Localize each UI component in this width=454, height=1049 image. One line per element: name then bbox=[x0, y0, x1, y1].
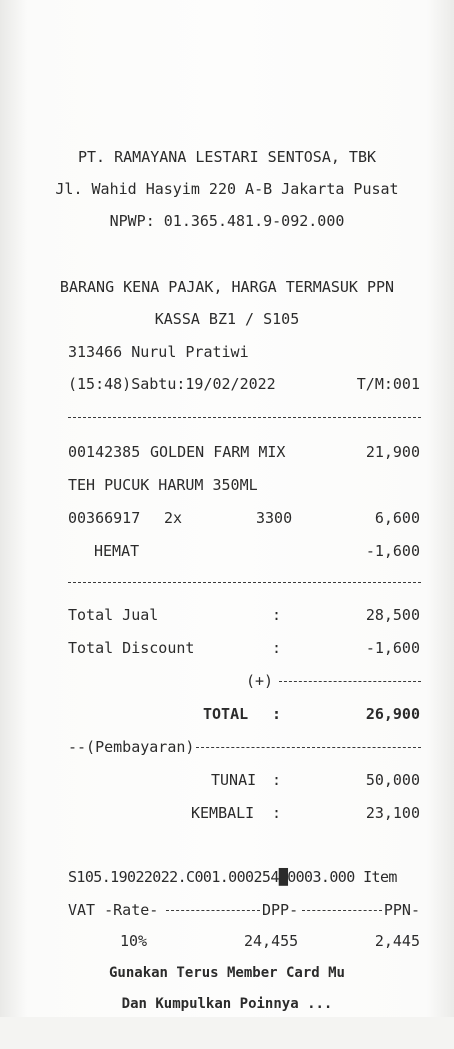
total-jual-value: 28,500 bbox=[365, 606, 420, 624]
vat-ppn-label: PPN- bbox=[383, 901, 420, 919]
total-jual-row bbox=[0, 603, 454, 627]
vat-dash-1 bbox=[166, 910, 260, 911]
divider bbox=[68, 582, 421, 583]
line-item bbox=[0, 473, 454, 497]
discount-amount: -1,600 bbox=[365, 542, 420, 560]
register-id: KASSA BZ1 / S105 bbox=[154, 310, 300, 328]
datetime-row bbox=[0, 372, 454, 396]
line-item-detail bbox=[0, 506, 454, 530]
divider bbox=[68, 417, 421, 418]
transaction-ref: S105.19022022.C001.000254█0003.000 Item bbox=[68, 868, 397, 886]
vat-rate: 10% bbox=[120, 932, 148, 950]
item-qty: 2x bbox=[164, 509, 183, 527]
item-code: 00142385 bbox=[68, 443, 141, 461]
discount-label: HEMAT bbox=[94, 542, 140, 560]
total-discount-value: -1,600 bbox=[365, 639, 420, 657]
total-value: 26,900 bbox=[365, 705, 420, 723]
cashier-name: 313466 Nurul Pratiwi bbox=[68, 343, 249, 361]
item-unit-price: 3300 bbox=[256, 509, 293, 527]
terminal-id: T/M:001 bbox=[356, 375, 420, 393]
line-item-discount bbox=[0, 539, 454, 563]
total-label: TOTAL bbox=[203, 705, 249, 723]
vat-values-row bbox=[0, 929, 454, 953]
plus-marker: (+) bbox=[246, 672, 274, 690]
tunai-row bbox=[0, 768, 454, 792]
colon: : bbox=[272, 705, 282, 723]
store-address: Jl. Wahid Hasyim 220 A-B Jakarta Pusat bbox=[55, 180, 399, 198]
item-name: GOLDEN FARM MIX bbox=[150, 443, 286, 461]
colon: : bbox=[272, 771, 282, 789]
colon: : bbox=[272, 804, 282, 822]
colon: : bbox=[272, 606, 282, 624]
colon: : bbox=[272, 639, 282, 657]
kembali-label: KEMBALI bbox=[191, 804, 255, 822]
store-npwp: NPWP: 01.365.481.9-092.000 bbox=[109, 212, 345, 230]
reverse-print-watermark bbox=[190, 20, 238, 76]
total-discount-label: Total Discount bbox=[68, 639, 195, 657]
kembali-value: 23,100 bbox=[365, 804, 420, 822]
tunai-label: TUNAI bbox=[211, 771, 257, 789]
store-company: PT. RAMAYANA LESTARI SENTOSA, TBK bbox=[77, 148, 376, 166]
footer-line-2: Dan Kumpulkan Poinnya ... bbox=[121, 996, 333, 1012]
total-discount-row bbox=[0, 636, 454, 660]
item-name: TEH PUCUK HARUM 350ML bbox=[68, 476, 258, 494]
item-amount: 6,600 bbox=[374, 509, 420, 527]
footer-line-1: Gunakan Terus Member Card Mu bbox=[108, 965, 345, 981]
vat-dpp: 24,455 bbox=[244, 932, 299, 950]
tax-notice: BARANG KENA PAJAK, HARGA TERMASUK PPN bbox=[59, 278, 395, 296]
payment-header: --(Pembayaran) bbox=[68, 738, 195, 756]
grand-total-row bbox=[0, 702, 454, 726]
item-code: 00366917 bbox=[68, 509, 141, 527]
cashier bbox=[0, 340, 454, 364]
vat-label: VAT -Rate- bbox=[68, 901, 159, 919]
kembali-row bbox=[0, 801, 454, 825]
total-jual-label: Total Jual bbox=[68, 606, 159, 624]
vat-dash-2 bbox=[302, 910, 382, 911]
line-item bbox=[0, 440, 454, 464]
tunai-value: 50,000 bbox=[365, 771, 420, 789]
transaction-datetime: (15:48)Sabtu:19/02/2022 bbox=[68, 375, 276, 393]
vat-dpp-label: DPP- bbox=[262, 901, 299, 919]
item-amount: 21,900 bbox=[365, 443, 420, 461]
payment-divider bbox=[196, 747, 421, 748]
vat-ppn: 2,445 bbox=[374, 932, 420, 950]
transaction-ref-row bbox=[0, 865, 454, 889]
sum-divider bbox=[279, 681, 421, 682]
